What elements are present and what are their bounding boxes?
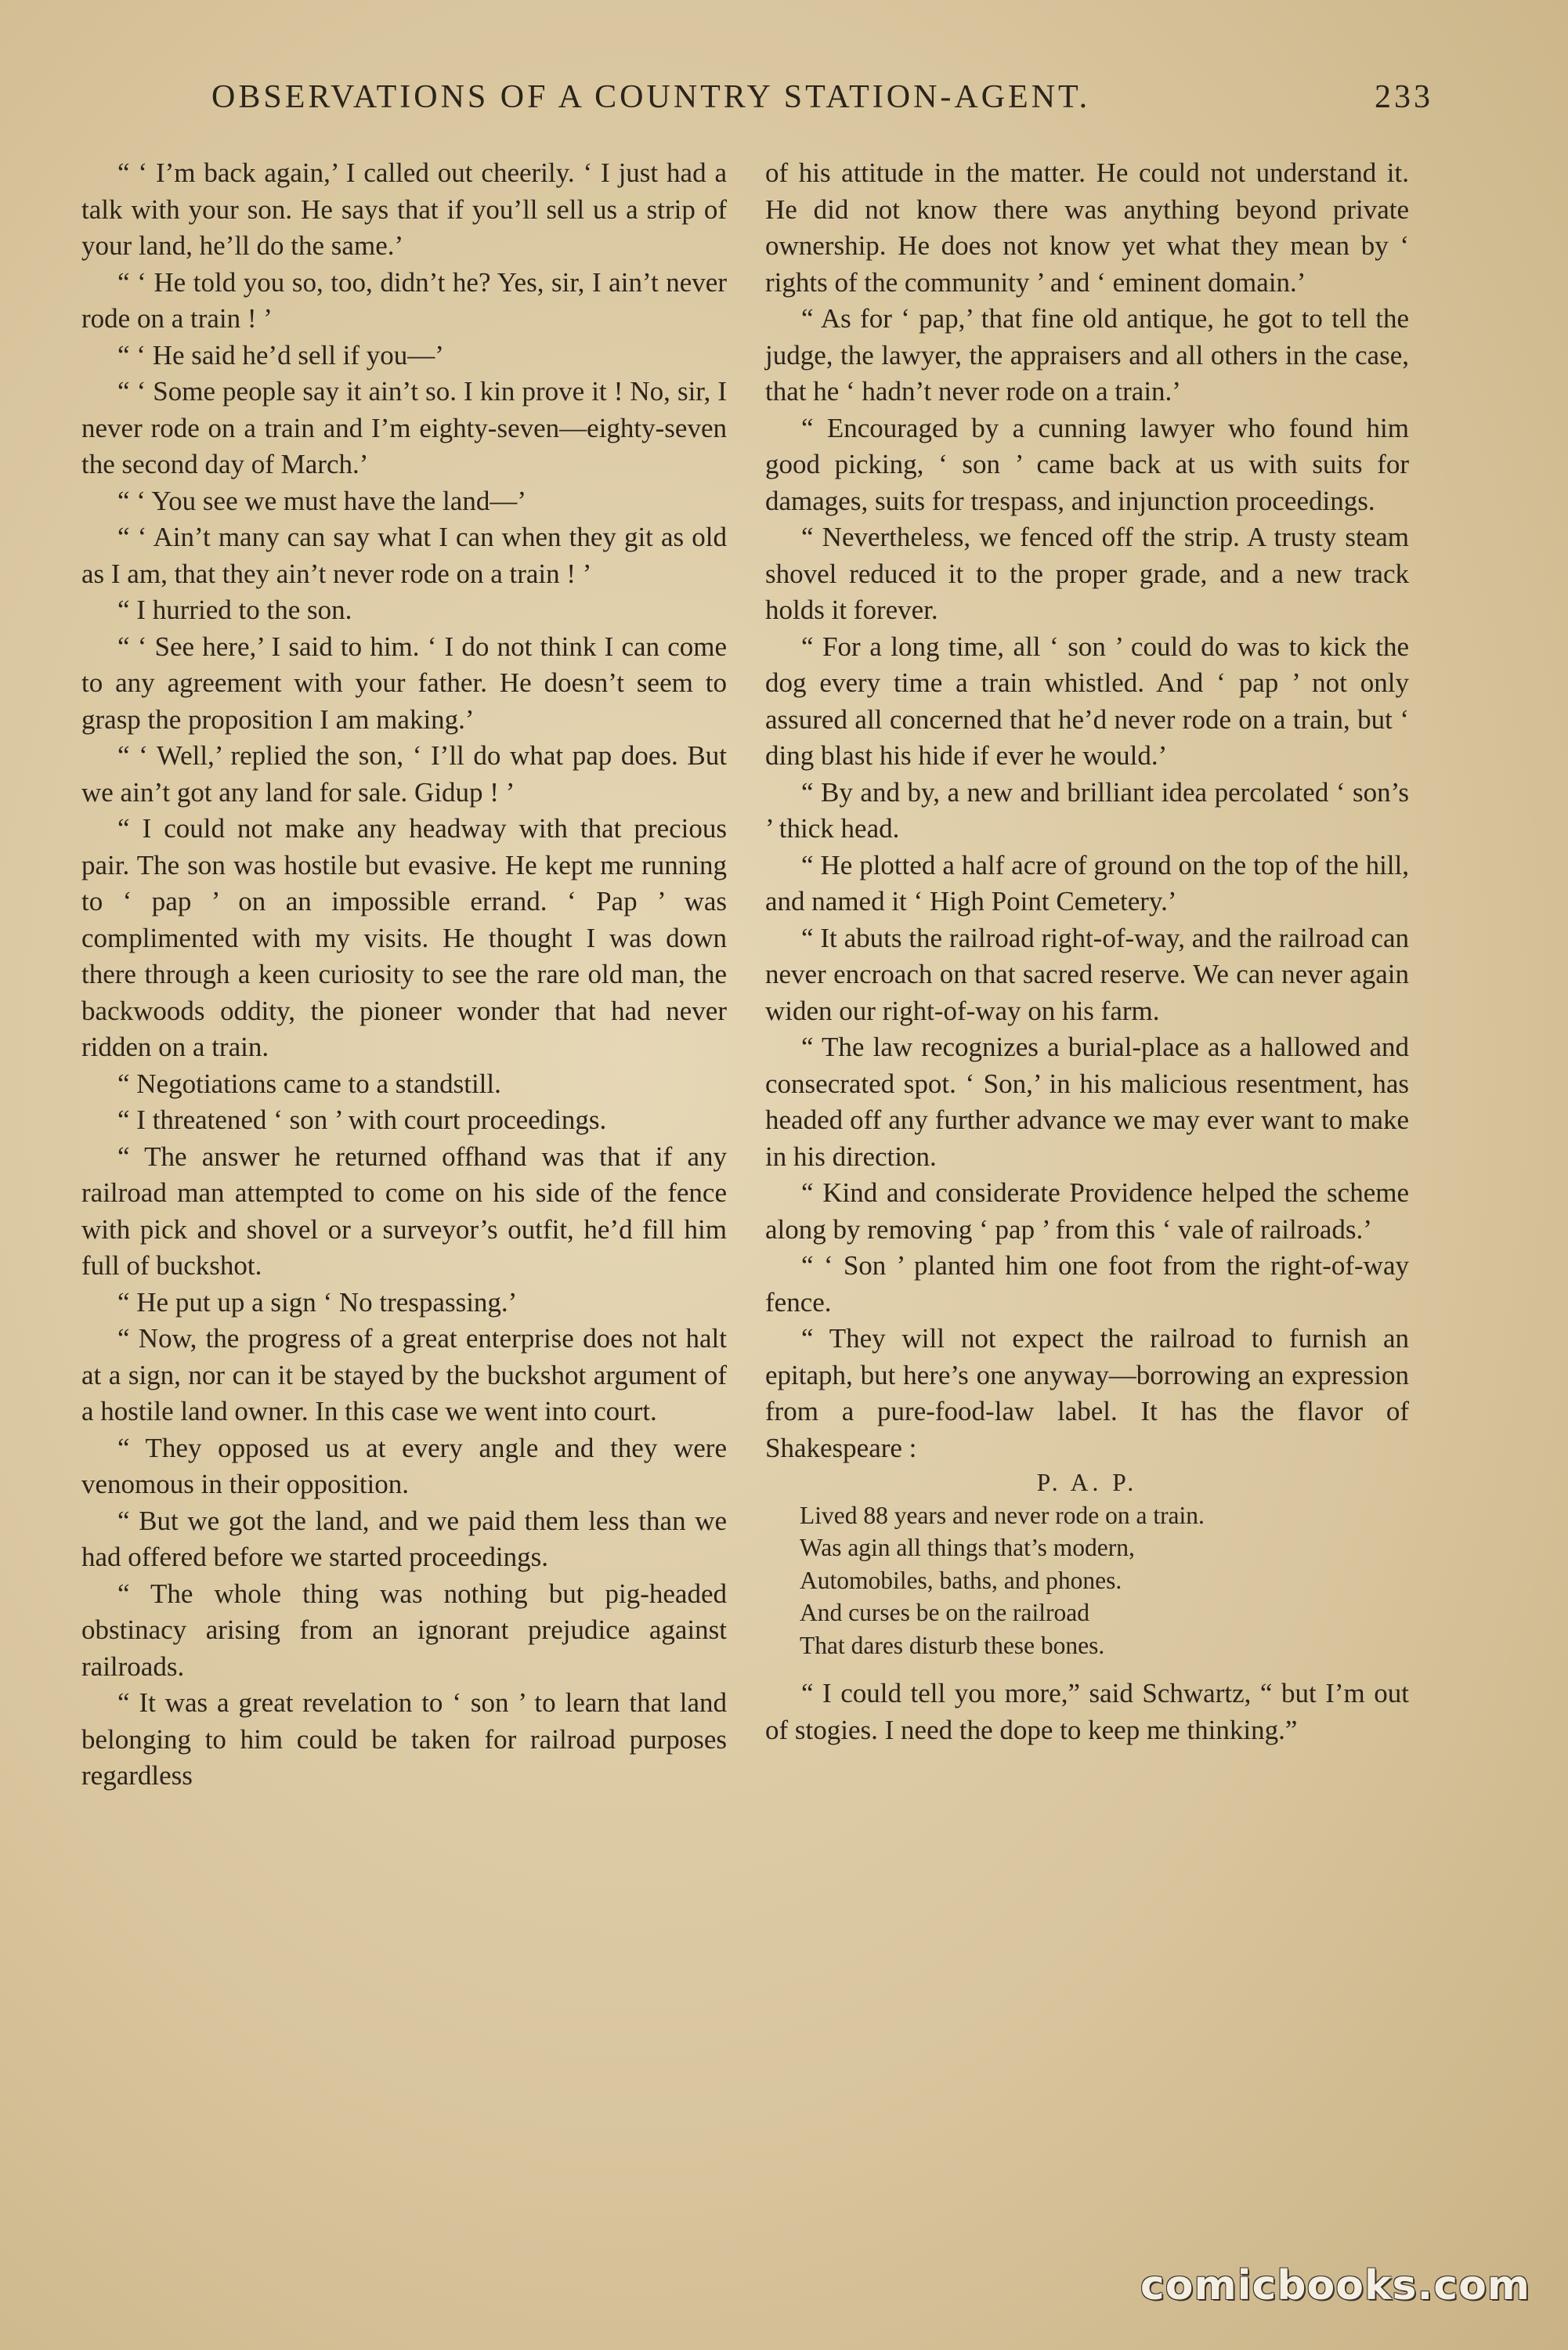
epitaph-poem xyxy=(800,1466,1409,1661)
paragraph: “ Kind and considerate Providence helped the scheme along by removing ‘ pap ’ from this ‘ vale of railroads.’ xyxy=(765,1177,1409,1245)
paragraph: “ The whole thing was nothing but pig-headed obstinacy arising from an ignorant prejudice against railroads. xyxy=(81,1578,727,1682)
paragraph: “ Encouraged by a cunning lawyer who found him good picking, ‘ son ’ came back at us with suits for damages, suits for trespass, and injunction proceedings. xyxy=(765,412,1409,516)
paragraph: “ ‘ I’m back again,’ I called out cheerily. ‘ I just had a talk with your son. He says that if you’ll sell us a strip of your land, he’ll do the same.’ xyxy=(81,157,727,261)
right-column xyxy=(765,155,1409,1748)
poem-line: That dares disturb these bones. xyxy=(800,1631,1105,1659)
paragraph: “ By and by, a new and brilliant idea percolated ‘ son’s ’ thick head. xyxy=(765,776,1409,844)
paragraph: “ I threatened ‘ son ’ with court proceedings. xyxy=(117,1104,607,1135)
paragraph: “ ‘ He told you so, too, didn’t he? Yes, sir, I ain’t never rode on a train ! ’ xyxy=(81,266,727,334)
running-header xyxy=(211,78,1433,125)
paragraph: “ ‘ Ain’t many can say what I can when they git as old as I am, that they ain’t never rode on a train ! ’ xyxy=(81,522,727,589)
paragraph: “ For a long time, all ‘ son ’ could do was to kick the dog every time a train whistled. And ‘ pap ’ not only assured all concerned that he’d never rode on a train, but ‘ ding blast his hide if ever he would.’ xyxy=(765,631,1409,771)
page-number: 233 xyxy=(1375,79,1433,115)
paragraph: “ They will not expect the railroad to furnish an epitaph, but here’s one anyway—borrowing an expression from a pure-food-law label. It has the flavor of Shakespeare : xyxy=(765,1323,1409,1463)
watermark-logo: comicbooks.com xyxy=(1140,2262,1530,2309)
paragraph: “ ‘ He said he’d sell if you—’ xyxy=(117,339,444,371)
paragraph: “ I hurried to the son. xyxy=(117,595,352,625)
paragraph: “ The law recognizes a burial-place as a hallowed and consecrated spot. ‘ Son,’ in his malicious resentment, has headed off any further advance we may ever want to make in his direction. xyxy=(765,1032,1409,1172)
paragraph: “ Now, the progress of a great enterprise does not halt at a sign, nor can it be stayed by the buckshot argument of a hostile land owner. In this case we went into court. xyxy=(81,1323,727,1426)
paragraph: “ ‘ Son ’ planted him one foot from the right-of-way fence. xyxy=(765,1250,1409,1318)
closing-paragraph: “ I could tell you more,” said Schwartz, “ but I’m out of stogies. I need the dope to keep me thinking.” xyxy=(765,1678,1409,1745)
paragraph: “ ‘ Some people say it ain’t so. I kin prove it ! No, sir, I never rode on a train and I’m eighty-seven—eighty-seven the second day of March.’ xyxy=(81,376,727,479)
paragraph: “ Nevertheless, we fenced off the strip. A trusty steam shovel reduced it to the proper grade, and a new track holds it forever. xyxy=(765,522,1409,625)
paragraph: “ They opposed us at every angle and they were venomous in their opposition. xyxy=(81,1432,727,1499)
paragraph: “ ‘ See here,’ I said to him. ‘ I do not think I can come to any agreement with your father. He doesn’t seem to grasp the proposition I am making.’ xyxy=(81,631,727,735)
paragraph-continuation: of his attitude in the matter. He could not understand it. He did not know there was anything beyond private ownership. He does not know yet what they mean by ‘ rights of the community ’ and ‘ eminent domain.’ xyxy=(765,157,1409,298)
paragraph: “ It was a great revelation to ‘ son ’ to learn that land belonging to him could be taken for railroad purposes regardless xyxy=(81,1687,727,1791)
paragraph: “ But we got the land, and we paid them less than we had offered before we started proceedings. xyxy=(81,1505,727,1572)
paragraph: “ As for ‘ pap,’ that fine old antique, he got to tell the judge, the lawyer, the appraisers and all others in the case, that he ‘ hadn’t never rode on a train.’ xyxy=(765,303,1409,407)
poem-line: Lived 88 years and never rode on a train. xyxy=(800,1501,1205,1529)
running-title: OBSERVATIONS OF A COUNTRY STATION-AGENT. xyxy=(211,79,1091,115)
paragraph: “ The answer he returned offhand was that if any railroad man attempted to come on his side of the fence with pick and shovel or a surveyor’s outfit, he’d fill him full of buckshot. xyxy=(81,1141,727,1281)
paragraph: “ I could not make any headway with that precious pair. The son was hostile but evasive. He kept me running to ‘ pap ’ on an impossible errand. ‘ Pap ’ was complimented with my visits. He thought I was down there through a keen curiosity to see the rare old man, the backwoods oddity, the pioneer wonder that had never ridden on a train. xyxy=(81,813,727,1062)
paragraph: “ He plotted a half acre of ground on the top of the hill, and named it ‘ High Point Cemetery.’ xyxy=(765,849,1409,916)
poem-title: P. A. P. xyxy=(1036,1469,1138,1496)
poem-line: Was agin all things that’s modern, xyxy=(800,1534,1135,1561)
left-column xyxy=(81,155,727,1795)
poem-line: Automobiles, baths, and phones. xyxy=(800,1566,1122,1594)
paragraph: “ He put up a sign ‘ No trespassing.’ xyxy=(117,1286,518,1318)
paragraph: “ Negotiations came to a standstill. xyxy=(117,1068,501,1099)
paragraph: “ ‘ Well,’ replied the son, ‘ I’ll do what pap does. But we ain’t got any land for sale. Gidup ! ’ xyxy=(81,740,727,808)
paragraph: “ It abuts the railroad right-of-way, and the railroad can never encroach on that sacred reserve. We can never again widen our right-of-way on his farm. xyxy=(765,922,1409,1026)
paragraph: “ ‘ You see we must have the land—’ xyxy=(117,485,526,516)
poem-line: And curses be on the railroad xyxy=(800,1599,1090,1626)
